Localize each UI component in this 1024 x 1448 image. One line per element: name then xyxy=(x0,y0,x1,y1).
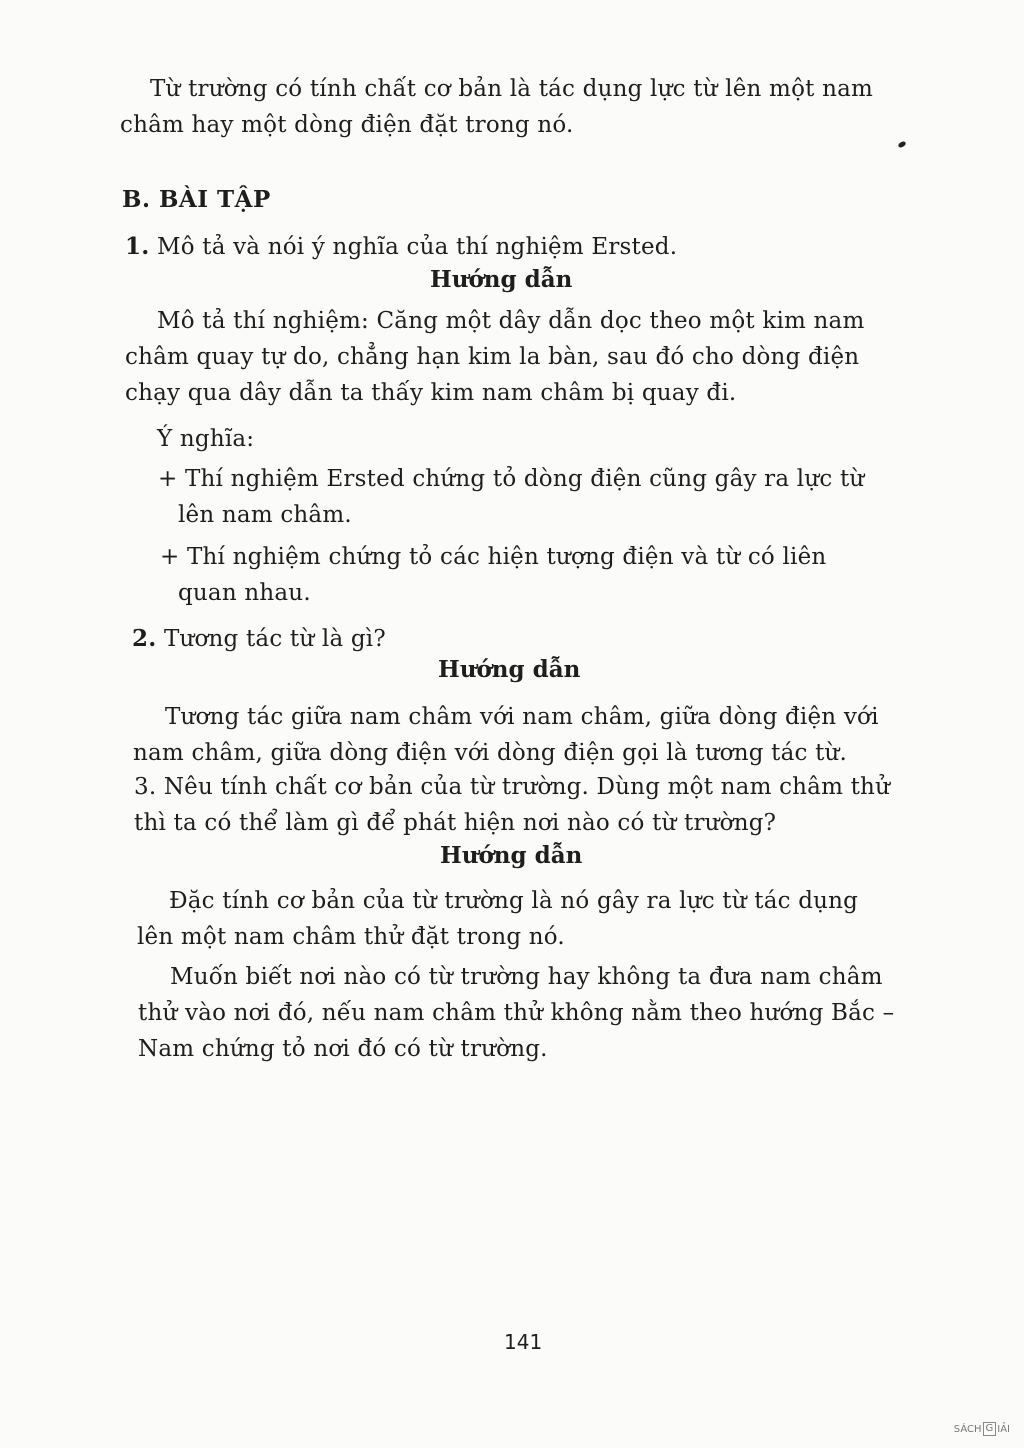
question-2-number: 2. xyxy=(132,625,157,652)
intro-line-2: châm hay một dòng điện đặt trong nó. xyxy=(120,112,574,138)
q1-meaning-label: Ý nghĩa: xyxy=(157,426,255,452)
q3-answer2-line-2: thử vào nơi đó, nếu nam châm thử không nằm theo hướng Bắc – xyxy=(138,1000,895,1026)
q3-answer2-line-1: Muốn biết nơi nào có từ trường hay không ta đưa nam châm xyxy=(170,964,883,990)
q1-bullet-2-line-1: + Thí nghiệm chứng tỏ các hiện tượng điện và từ có liên xyxy=(160,544,827,570)
q1-desc-line-3: chạy qua dây dẫn ta thấy kim nam châm bị quay đi. xyxy=(125,380,737,406)
q1-desc-line-1: Mô tả thí nghiệm: Căng một dây dẫn dọc theo một kim nam xyxy=(157,308,865,334)
q3-question-line-1: 3. Nêu tính chất cơ bản của từ trường. Dùng một nam châm thử xyxy=(134,774,891,800)
question-1-number: 1. xyxy=(125,233,150,260)
intro-line-1: Từ trường có tính chất cơ bản là tác dụng lực từ lên một nam xyxy=(150,76,874,102)
question-1 xyxy=(125,232,677,262)
watermark-text-1: SÁCH xyxy=(953,1423,982,1435)
q3-answer2-line-3: Nam chứng tỏ nơi đó có từ trường. xyxy=(138,1036,548,1062)
q2-answer-line-1: Tương tác giữa nam châm với nam châm, giữa dòng điện với xyxy=(165,704,879,730)
watermark-box: G xyxy=(983,1422,997,1436)
ink-speck xyxy=(897,140,906,148)
watermark-logo xyxy=(954,1422,1010,1436)
q3-answer1-line-2: lên một nam châm thử đặt trong nó. xyxy=(137,924,565,950)
section-title: B. BÀI TẬP xyxy=(122,186,271,213)
guide-heading-1: Hướng dẫn xyxy=(430,266,573,293)
q1-bullet-1-line-1: + Thí nghiệm Ersted chứng tỏ dòng điện cũng gây ra lực từ xyxy=(158,466,865,492)
question-2-text: Tương tác từ là gì? xyxy=(163,626,386,652)
q2-answer-line-2: nam châm, giữa dòng điện với dòng điện gọi là tương tác từ. xyxy=(133,740,848,766)
guide-heading-3: Hướng dẫn xyxy=(440,842,583,869)
guide-heading-2: Hướng dẫn xyxy=(438,656,581,683)
q1-bullet-1-line-2: lên nam châm. xyxy=(178,502,352,528)
q1-bullet-2-line-2: quan nhau. xyxy=(178,580,311,606)
q1-desc-line-2: châm quay tự do, chẳng hạn kim la bàn, sau đó cho dòng điện xyxy=(125,344,860,370)
q3-question-line-2: thì ta có thể làm gì để phát hiện nơi nào có từ trường? xyxy=(134,810,777,836)
page-number: 141 xyxy=(504,1330,543,1354)
watermark-text-2: IẢI xyxy=(997,1423,1010,1435)
q3-answer1-line-1: Đặc tính cơ bản của từ trường là nó gây ra lực từ tác dụng xyxy=(169,888,859,914)
question-1-text: Mô tả và nói ý nghĩa của thí nghiệm Ersted. xyxy=(156,234,678,260)
question-2 xyxy=(132,624,386,654)
